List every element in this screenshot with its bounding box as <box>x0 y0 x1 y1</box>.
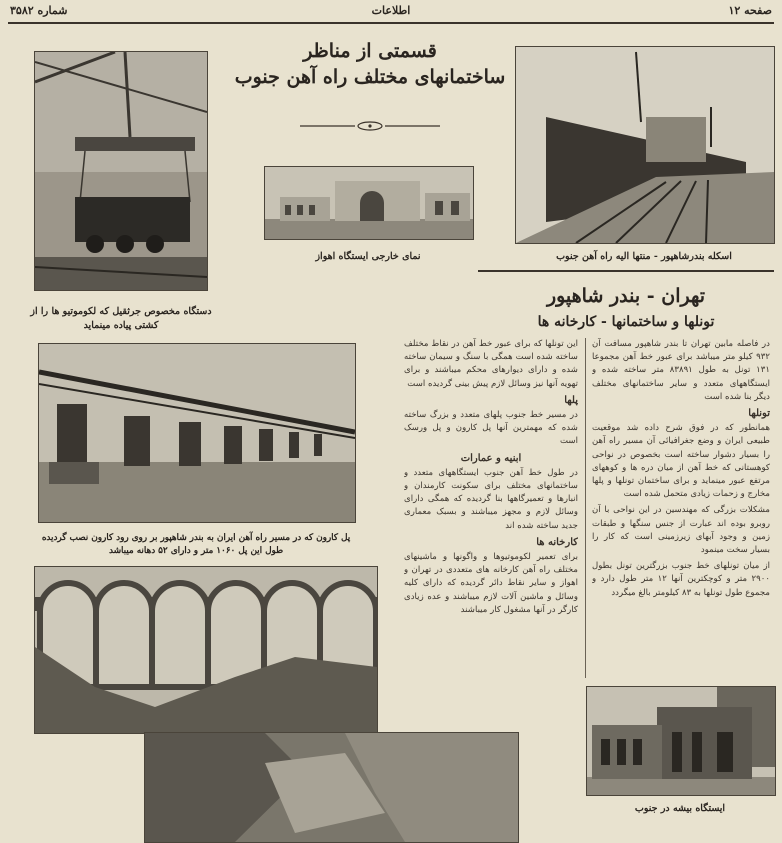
viaduct-photo <box>34 566 378 734</box>
pier-ship-photo <box>515 46 775 244</box>
bisheh-caption: ایستگاه بیشه در جنوب <box>634 803 726 814</box>
page-number: صفحه ۱۲ <box>728 4 772 17</box>
article-heading: تهران - بندر شاهپور <box>546 285 706 307</box>
bisheh-station-photo <box>586 686 776 796</box>
title-line-1: قسمتی از مناظر <box>303 40 437 62</box>
issue-number: شماره ۳۵۸۲ <box>10 4 68 17</box>
article-column-left <box>404 338 578 734</box>
article-column-right <box>592 338 770 674</box>
title-line-2: ساختمانهای مختلف راه آهن جنوب <box>234 66 506 88</box>
crane-caption: دستگاه مخصوص جرثقیل که لکوموتیو ها را از کشتی پیاده مینماید <box>30 306 212 331</box>
article-subheading: تونلها و ساختمانها - کارخانه ها <box>537 314 715 330</box>
article-paragraph: در طول خط آهن جنوب ایستگاههای متعدد و ساختمانهای مختلف برای سکونت کارمندان و انبارها و تعمیرگاهها بنا گردیده که همگی دارای وسائل لازم و مجهز میباشند و بسبک معماری جدید ساخته شده اند <box>404 467 578 531</box>
rocky-gorge-photo <box>144 732 519 843</box>
article-intro: در فاصله مابین تهران تا بندر شاهپور مسافت آن ۹۳۲ کیلو متر میباشد برای عبور خط آهن مجموعا ۱۳۱ تونل به طول ۸۳۸۹۱ متر ساخته شده و ایستگاههای متعدد و سایر ساختمانهای مختلف دیگر بنا شده است <box>592 339 770 402</box>
article-top-rule <box>478 270 774 272</box>
article-paragraph: این تونلها که برای عبور خط آهن در نقاط مختلف ساخته شده است همگی با سنگ و سیمان ساخته شده و دارای دیوارهای محکم میباشند و برای تهویه آنها نیز وسائل لازم پیش بینی گردیده است <box>404 339 578 389</box>
header-rule <box>8 22 774 24</box>
buildings-subhead: ابنیه و عمارات <box>460 452 522 464</box>
bridge-caption: پل کارون که در مسیر راه آهن ایران به بندر شاهپور بر روی رود کارون نصب گردیده طول این پل ۱۰۶۰ متر و دارای ۵۲ دهانه میباشد <box>41 533 351 556</box>
tunnels-subhead: تونلها <box>748 408 770 420</box>
column-divider <box>585 338 586 678</box>
article-paragraph: برای تعمیر لکوموتیوها و واگونها و ماشینهای مختلف راه آهن کارخانه های متعددی در تهران و اهواز و سایر نقاط دائر گردیده که دارای کلیه وسائل و ماشین آلات لازم میباشند و عده زیادی کارگر در آنها مشغول کار میباشند <box>404 552 578 615</box>
pier-caption: اسکله بندرشاهپور - منتها الیه راه آهن جنوب <box>556 251 732 262</box>
page-title <box>225 38 515 90</box>
article-paragraph: مشکلات بزرگی که مهندسین در این نواحی با آن روبرو بوده اند عبارت از جنس سنگها و طبقات زمین و وجود آبهای زیرزمینی است که کار را بسیار سخت مینمود <box>592 505 770 556</box>
ahvaz-caption: نمای خارجی ایستگاه اهواز <box>315 251 421 262</box>
newspaper-name: اطلاعات <box>371 4 411 17</box>
factories-subhead: کارخانه ها <box>536 536 578 548</box>
ahvaz-station-photo <box>264 166 474 240</box>
bridges-subhead: پلها <box>564 394 578 406</box>
article-paragraph: از میان تونلهای خط جنوب بزرگترین تونل بطول ۲۹۰۰ متر و کوچکترین آنها ۱۲ متر طول دارد و مجموع طول تونلها به ۸۳ کیلومتر بالغ میگردد <box>592 561 770 598</box>
article-paragraph: در مسیر خط جنوب پلهای متعدد و بزرگ ساخته شده که مهمترین آنها پل کارون و پل ورسک است <box>404 410 578 447</box>
article-paragraph: همانطور که در فوق شرح داده شد موقعیت طبیعی ایران و وضع جغرافیائی آن مسیر راه آهن را بسیار دشوار ساخته است بخصوص در نواحی کوهستانی که خط آهن از میان دره ها و کوههای مرتفع عبور مینماید و برای ساختمان تونلها و پلها مخارج و زحمات زیادی متحمل شده است <box>592 423 770 500</box>
crane-locomotive-photo <box>34 51 208 291</box>
karun-bridge-photo <box>38 343 356 523</box>
title-ornament <box>300 121 440 131</box>
